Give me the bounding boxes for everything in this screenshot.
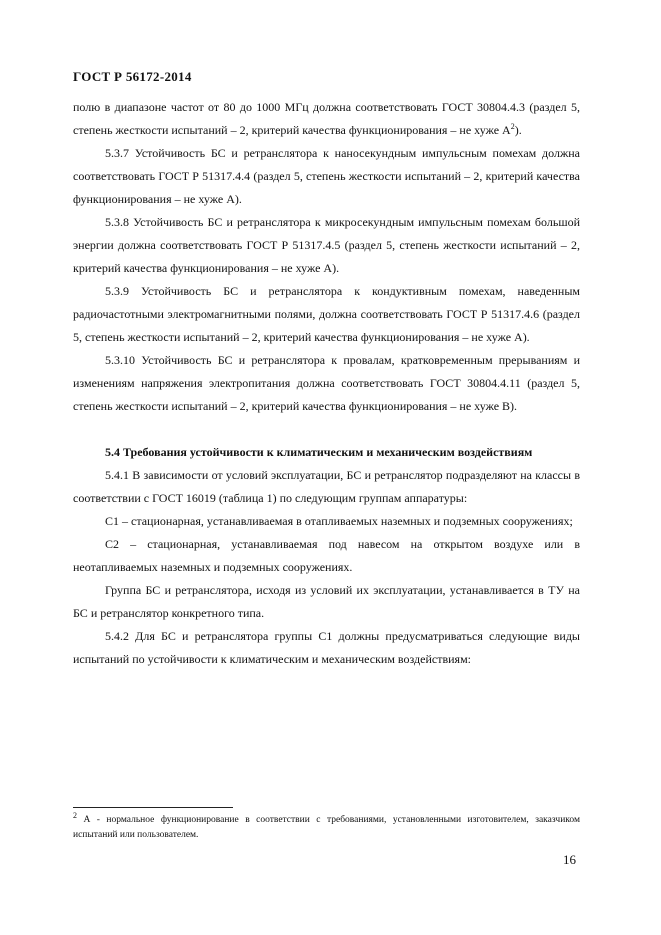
paragraph-c2: С2 – стационарная, устанавливаемая под навесом на открытом воздухе или в неотапливаемых наземных и подземных сооружениях. (73, 537, 580, 574)
footnote-text: А - нормальное функционирование в соответствии с требованиями, установленными изготовителем, заказчиком испытаний или пользователем. (73, 815, 580, 840)
paragraph-5-4-2: 5.4.2 Для БС и ретранслятора группы С1 должны предусматриваться следующие виды испытаний по устойчивости к климатическим и механическим воздействиям: (73, 629, 580, 666)
paragraph-5-3-9: 5.3.9 Устойчивость БС и ретранслятора к кондуктивным помехам, наведенным радиочастотными электромагнитными полями, должна соответствовать ГОСТ Р 51317.4.6 (раздел 5, степень жесткости испытаний – 2, критерий качества функционирования – не хуже А). (73, 284, 580, 344)
paragraph-continuation (73, 96, 580, 142)
paragraph-group: Группа БС и ретранслятора, исходя из условий их эксплуатации, устанавливается в ТУ на БС и ретранслятор конкретного типа. (73, 583, 580, 620)
page-number: 16 (563, 852, 576, 867)
paragraph-5-3-7: 5.3.7 Устойчивость БС и ретранслятора к наносекундным импульсным помехам должна соответствовать ГОСТ Р 51317.4.4 (раздел 5, степень жесткости испытаний – 2, критерий качества функционирования – не хуже А). (73, 146, 580, 206)
footnote-reference: 2 (510, 122, 515, 131)
document-header: ГОСТ Р 56172-2014 (73, 69, 192, 84)
paragraph-text: полю в диапазоне частот от 80 до 1000 МГц должна соответствовать ГОСТ 30804.4.3 (раздел 5, степень жесткости испытаний – 2, критерий качества функционирования – не хуже А (73, 100, 580, 137)
paragraph-c1: С1 – стационарная, устанавливаемая в отапливаемых наземных и подземных сооружениях; (105, 514, 573, 528)
footnote (73, 810, 580, 843)
footnote-separator (73, 807, 233, 808)
document-body (73, 96, 580, 671)
section-heading-5-4: 5.4 Требования устойчивости к климатическим и механическим воздействиям (105, 445, 533, 459)
paragraph-5-3-10: 5.3.10 Устойчивость БС и ретранслятора к провалам, кратковременным прерываниям и изменениям напряжения электропитания должна соответствовать ГОСТ 30804.4.11 (раздел 5, степень жесткости испытаний – 2, критерий качества функционирования – не хуже В). (73, 353, 580, 413)
footnote-mark: 2 (73, 810, 77, 820)
paragraph-5-3-8: 5.3.8 Устойчивость БС и ретранслятора к микросекундным импульсным помехам большой энергии должна соответствовать ГОСТ Р 51317.4.5 (раздел 5, степень жесткости испытаний – 2, критерий качества функционирования – не хуже А). (73, 215, 580, 275)
paragraph-text-end: ). (514, 123, 522, 137)
paragraph-5-4-1: 5.4.1 В зависимости от условий эксплуатации, БС и ретранслятор подразделяют на классы в соответствии с ГОСТ 16019 (таблица 1) по следующим группам аппаратуры: (73, 468, 580, 505)
